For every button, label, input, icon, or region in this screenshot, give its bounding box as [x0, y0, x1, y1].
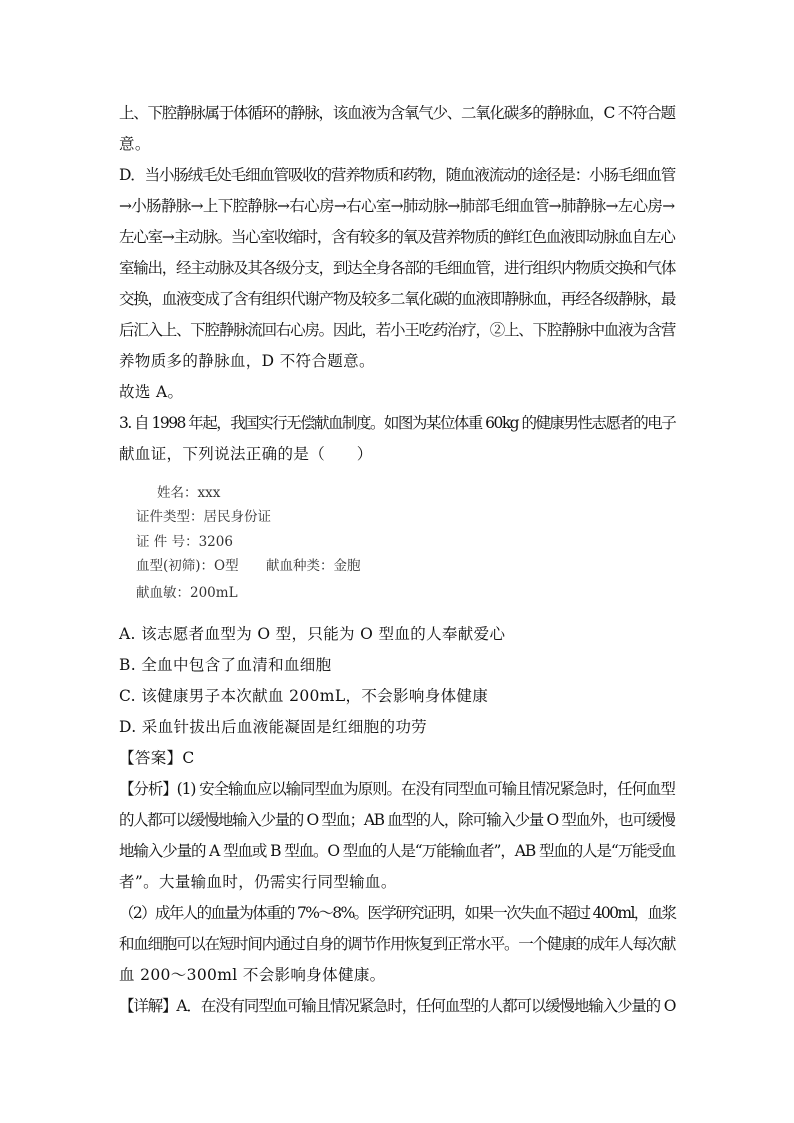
- analysis-line: 和血细胞可以在短时间内通过自身的调节作用恢复到正常水平。一个健康的成年人每次献: [119, 935, 676, 953]
- card-amount: 献血敏：200mL: [136, 585, 238, 601]
- text-line: 上、下腔静脉属于体循环的静脉，该血液为含氧气少、二氧化碳多的静脉血，C 不符合题: [119, 104, 675, 122]
- text-line: 养物质多的静脉血，D 不符合题意。: [119, 352, 375, 370]
- option-b: B. 全血中包含了血清和血细胞: [119, 656, 332, 674]
- answer: 【答案】C: [119, 749, 195, 767]
- text-line: D．当小肠绒毛处毛细血管吸收的营养物质和药物，随血液流动的途径是：小肠毛细血管: [119, 166, 676, 184]
- card-donation-type: 献血种类：金胞: [266, 558, 361, 574]
- analysis-line: 【分析】(1) 安全输血应以输同型血为原则。在没有同型血可输且情况紧急时，任何血型: [119, 780, 675, 798]
- option-c: C. 该健康男子本次献血 200mL，不会影响身体健康: [119, 687, 489, 705]
- text-line: 故选 A。: [119, 383, 184, 401]
- analysis-line: （2）成年人的血量为体重的 7%～8%。医学研究证明，如果一次失血不超过 400ml，血浆: [119, 904, 676, 922]
- analysis-line: 血 200～300ml 不会影响身体健康。: [119, 966, 386, 984]
- analysis-line: 的人都可以缓慢地输入少量的 O 型血；AB 血型的人，除可输入少量 O 型血外，也可缓慢: [119, 811, 675, 829]
- detail-line: 【详解】A．在没有同型血可输且情况紧急时，任何血型的人都可以缓慢地输入少量的 O: [119, 997, 676, 1015]
- analysis-line: 者”。大量输血时，仍需实行同型输血。: [119, 873, 397, 891]
- card-id-type: 证件类型：居民身份证: [136, 509, 271, 525]
- text-line: →小肠静脉→上下腔静脉→右心房→右心室→肺动脉→肺部毛细血管→肺静脉→左心房→: [119, 197, 675, 215]
- option-d: D. 采血针拔出后血液能凝固是红细胞的功劳: [119, 718, 428, 736]
- text-line: 左心室→主动脉。当心室收缩时，含有较多的氧及营养物质的鲜红色血液即动脉血自左心: [119, 228, 675, 246]
- card-name: 姓名：xxx: [157, 485, 221, 501]
- text-line: 交换，血液变成了含有组织代谢产物及较多二氧化碳的血液即静脉血，再经各级静脉，最: [119, 290, 676, 308]
- text-line: 后汇入上、下腔静脉流回右心房。因此，若小王吃药治疗，②上、下腔静脉中血液为含营: [119, 321, 676, 339]
- analysis-line: 地输入少量的 A 型血或 B 型血。O 型血的人是“万能输血者”，AB 型血的人是“万能受血: [119, 842, 676, 860]
- text-line: 意。: [119, 135, 151, 153]
- question-stem: 3. 自 1998 年起，我国实行无偿献血制度。如图为某位体重 60kg 的健康男性志愿者的电子: [119, 414, 676, 432]
- option-a: A. 该志愿者血型为 O 型，只能为 O 型血的人奉献爱心: [119, 625, 506, 643]
- card-id-number: 证 件 号：3206: [136, 534, 233, 550]
- card-blood-type: 血型(初筛)：O型: [136, 558, 239, 574]
- question-stem: 献血证，下列说法正确的是（ ）: [119, 445, 373, 463]
- text-line: 室输出，经主动脉及其各级分支，到达全身各部的毛细血管，进行组织内物质交换和气体: [119, 259, 676, 277]
